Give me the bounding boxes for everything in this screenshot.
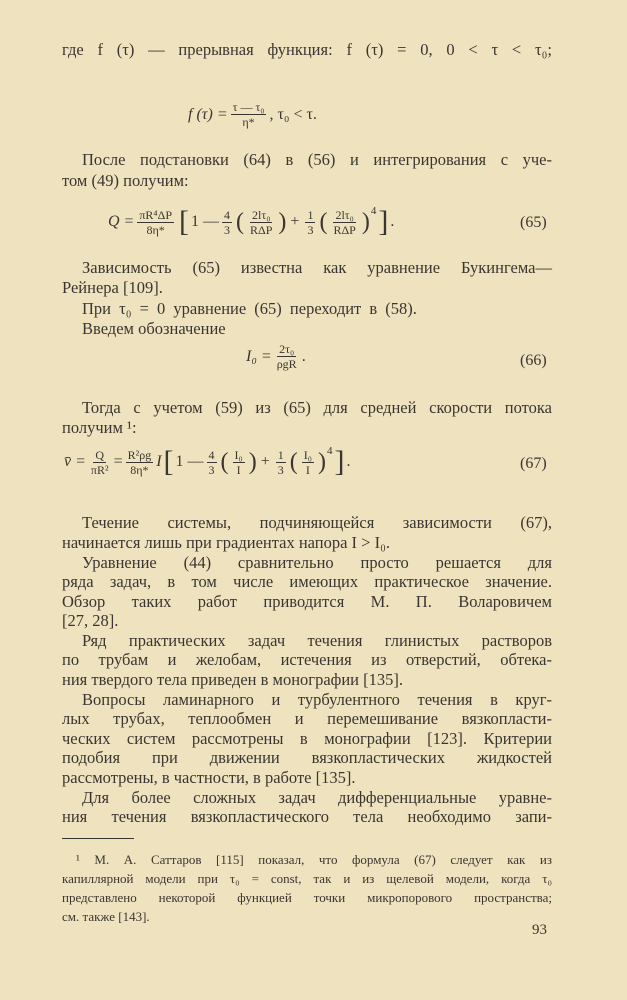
footnote-line: см. также [143]. xyxy=(62,909,150,924)
line: После подстановки (64) в (56) и интегрирования с уче- xyxy=(82,150,552,169)
line: Уравнение (44) сравнительно просто решается для xyxy=(82,553,552,572)
line: Тогда с учетом (59) из (65) для средней скорости потока xyxy=(82,398,552,417)
line: Вопросы ламинарного и турбулентного течения в круг- xyxy=(82,690,552,709)
line: ния твердого тела приведен в монографии [135]. xyxy=(62,670,403,689)
equation-66: I₀ = $\frac{\text{2τ₀}}{\text{ρgR}}$ . xyxy=(246,342,306,371)
line: лых трубах, теплообмен и перемешивание вязкопласти- xyxy=(62,709,552,728)
line: ряда задач, в том числе имеющих практическое значение. xyxy=(62,572,552,591)
line: Обзор таких работ приводится М. П. Воларовичем xyxy=(62,592,552,611)
footnote-line: представлено некоторой функцией точки микропорового пространства; xyxy=(62,890,552,905)
eq-lhs: Q = xyxy=(108,213,135,230)
page-number: 93 xyxy=(532,922,547,938)
equation-65: Q = $\frac{\text{πR⁴ΔP}}{8\eta*}$ [ 1 — $\frac{4}{3}$ ( $\frac{\text{2lτ₀}}{\text{RΔP}}$ ) + $\frac{1}{3}$ ( $\frac{\text{2lτ₀}}{\text{RΔP}}$ ) $^4$ ] . xyxy=(108,205,395,238)
eq-condition: , τ₀ < τ. xyxy=(269,105,317,123)
line: Зависимость (65) известна как уравнение Букингема— xyxy=(82,258,552,277)
eq-lhs: f (τ) = xyxy=(188,105,228,123)
line: [27, 28]. xyxy=(62,611,119,630)
equation-f-tau xyxy=(188,100,317,129)
line: ческих систем рассмотрены в монографии [123]. Критерии xyxy=(62,729,552,748)
line: получим ¹: xyxy=(62,418,137,437)
footnote-line: ¹ М. А. Саттаров [115] показал, что формула (67) следует как из xyxy=(76,852,552,867)
line: Ряд практических задач течения глинистых растворов xyxy=(82,631,552,650)
line: подобия при движении вязкопластических жидкостей xyxy=(62,748,552,767)
line: том (49) получим: xyxy=(62,171,189,190)
equation-number: (66) xyxy=(520,352,547,369)
line: Течение системы, подчиняющейся зависимости (67), xyxy=(82,513,552,532)
line: где f (τ) — прерывная функция: f (τ) = 0, 0 < τ < τ₀; xyxy=(62,40,552,59)
equation-67: v̄ = $\frac{Q}{\text{πR²}}$ = $\frac{\text{R²ρg}}{8\eta*}$ I [ 1 — $\frac{4}{3}$ ( $\frac{\text{I₀}}{I}$ ) + $\frac{1}{3}$ ( $\frac{\text{I₀}}{I}$ ) $^4$ ] . xyxy=(64,445,351,478)
fraction: $\frac{\text{τ — τ₀}}{\eta*}$ xyxy=(232,100,265,129)
line: Введем обозначение xyxy=(82,319,226,338)
line: по трубам и желобам, истечения из отверстий, обтека- xyxy=(62,650,552,669)
equation-number: (65) xyxy=(520,214,547,231)
line: Рейнера [109]. xyxy=(62,278,163,297)
footnote-line: капиллярной модели при τ₀ = const, так и из щелевой модели, когда τ₀ xyxy=(62,871,552,886)
line: начинается лишь при градиентах напора I > I₀. xyxy=(62,533,390,552)
line: При τ₀ = 0 уравнение (65) переходит в (58). xyxy=(82,299,417,318)
line: ния течения вязкопластического тела необходимо запи- xyxy=(62,807,552,826)
line: Для более сложных задач дифференциальные уравне- xyxy=(82,788,552,807)
equation-number: (67) xyxy=(520,455,547,472)
line: рассмотрены, в частности, в работе [135]. xyxy=(62,768,356,787)
footnote-divider xyxy=(62,838,134,839)
